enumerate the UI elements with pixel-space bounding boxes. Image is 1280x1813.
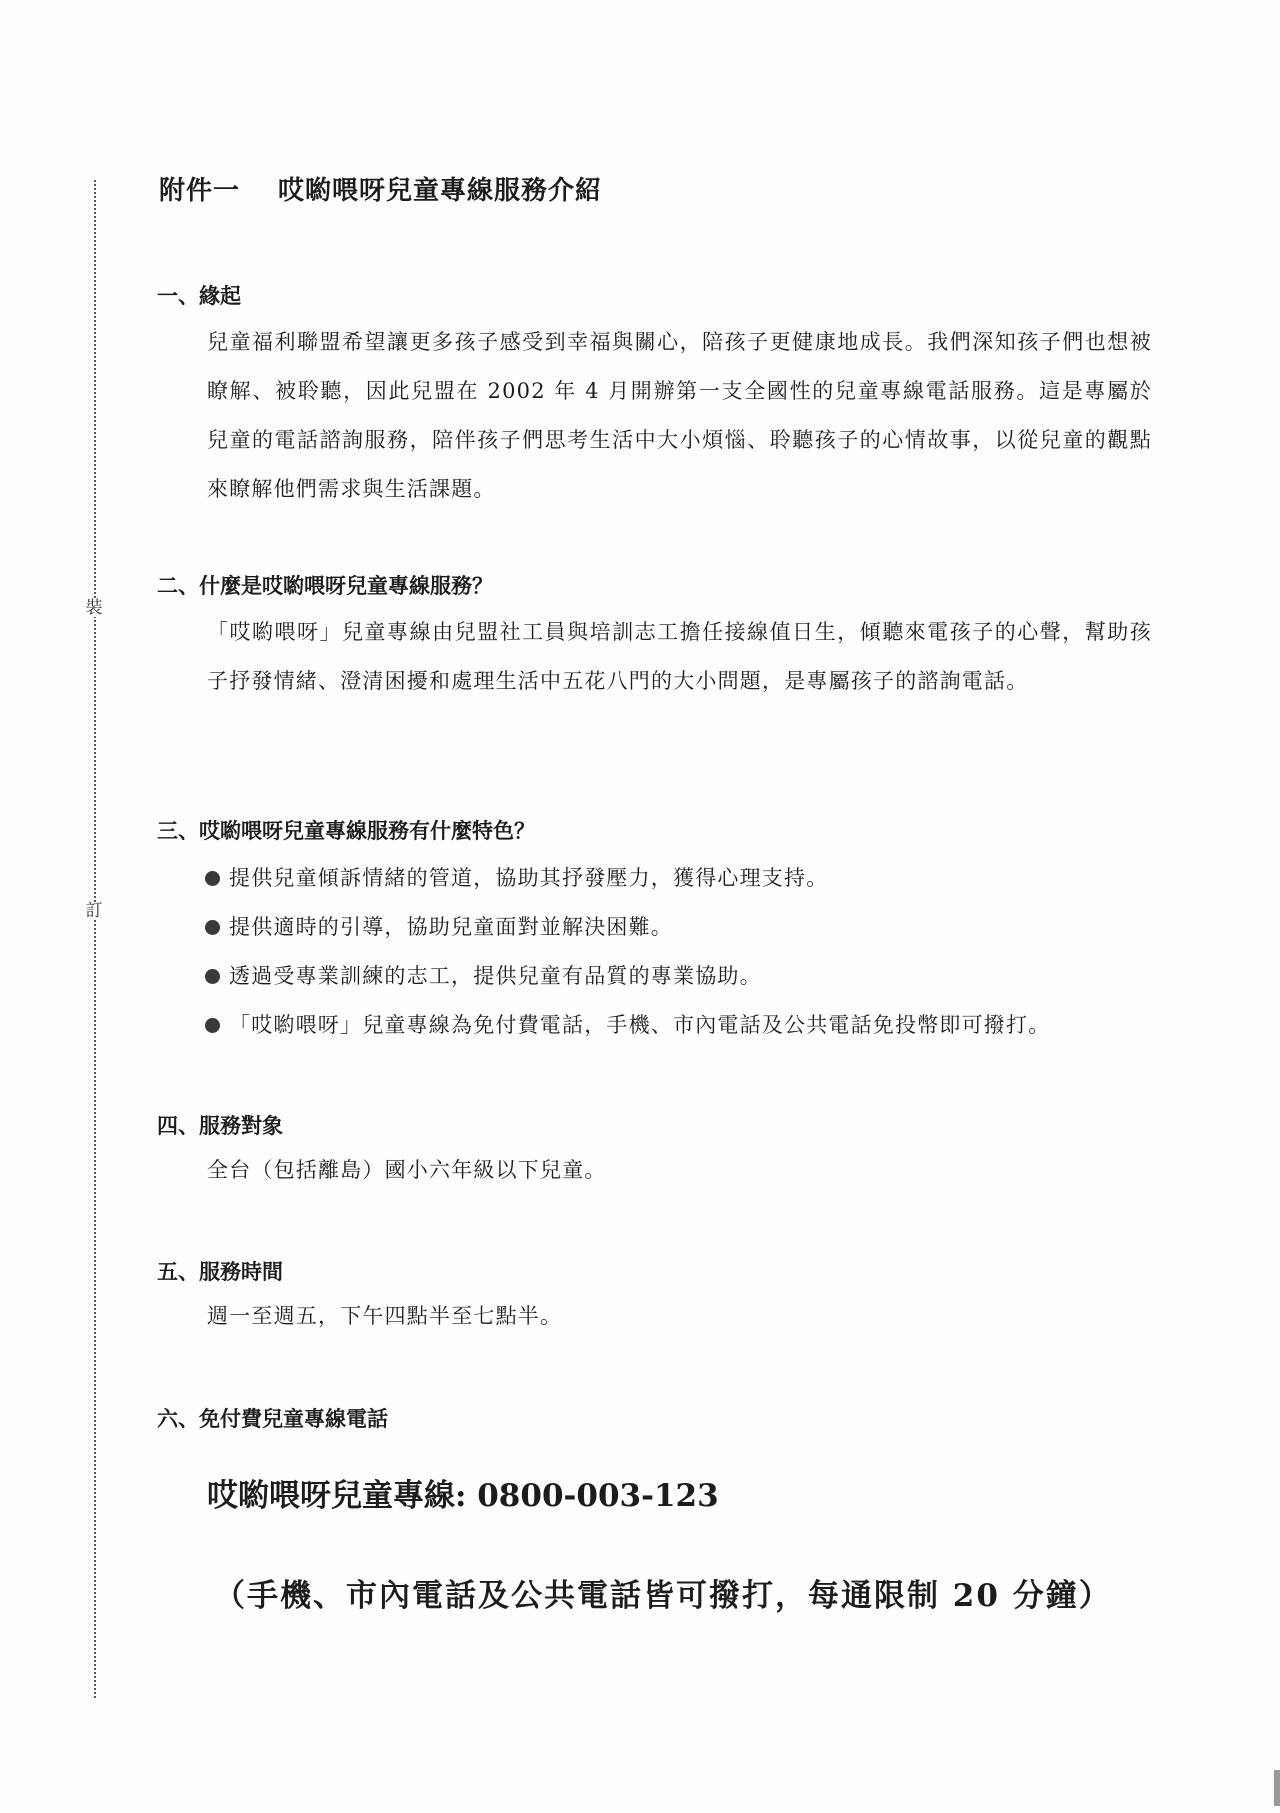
section-body-origin: 兒童福利聯盟希望讓更多孩子感受到幸福與關心，陪孩子更健康地成長。我們深知孩子們也想被瞭解、被聆聽，因此兒盟在 2002 年 4 月開辦第一支全國性的兒童專線電話服務。這是專屬於兒童的電話諮詢服務，陪伴孩子們思考生活中大小煩惱、聆聽孩子的心情故事，以從兒童的觀點來瞭解他們需求與生活課題。	[207, 330, 1152, 501]
binding-mark-bind: 裝	[82, 600, 106, 617]
section-body-what-is: 「哎喲喂呀」兒童專線由兒盟社工員與培訓志工擔任接線值日生，傾聽來電孩子的心聲，幫助孩子抒發情緒、澄清困擾和處理生活中五花八門的大小問題，是專屬孩子的諮詢電話。	[207, 620, 1152, 693]
title-text: 哎喲喂呀兒童專線服務介紹	[278, 176, 603, 206]
bullet-dot-icon	[205, 969, 220, 984]
binding-margin-line	[94, 180, 96, 1698]
section-heading-what-is: 二、什麼是哎喲喂呀兒童專線服務？	[157, 573, 493, 598]
list-item-text: 提供適時的引導，協助兒童面對並解決困難。	[229, 915, 673, 939]
bullet-dot-icon	[205, 871, 220, 886]
list-item-text: 透過受專業訓練的志工，提供兒童有品質的專業協助。	[229, 964, 762, 988]
feature-list	[205, 854, 1050, 1050]
list-item	[205, 903, 1050, 952]
list-item	[205, 952, 1050, 1001]
list-item	[205, 1001, 1050, 1050]
hotline-number: 哎喲喂呀兒童專線: 0800-003-123	[207, 1478, 719, 1514]
bullet-dot-icon	[205, 1018, 220, 1033]
section-body-audience: 全台（包括離島）國小六年級以下兒童。	[207, 1158, 607, 1182]
section-heading-hours: 五、服務時間	[157, 1259, 283, 1284]
section-heading-origin: 一、緣起	[157, 283, 241, 308]
section-heading-hotline: 六、免付費兒童專線電話	[157, 1406, 388, 1431]
hotline-note: （手機、市內電話及公共電話皆可撥打，每通限制 20 分鐘）	[214, 1578, 1112, 1614]
attachment-label: 附件一	[159, 176, 241, 206]
list-item	[205, 854, 1050, 903]
document-title	[159, 170, 602, 207]
binding-mark-staple: 訂	[82, 903, 106, 920]
scan-edge-mark	[1274, 1770, 1280, 1806]
section-heading-features: 三、哎喲喂呀兒童專線服務有什麼特色？	[157, 818, 535, 843]
section-heading-audience: 四、服務對象	[157, 1113, 283, 1138]
list-item-text: 「哎喲喂呀」兒童專線為免付費電話，手機、市內電話及公共電話免投幣即可撥打。	[229, 1013, 1051, 1037]
bullet-dot-icon	[205, 920, 220, 935]
list-item-text: 提供兒童傾訴情緒的管道，協助其抒發壓力，獲得心理支持。	[229, 866, 829, 890]
section-body-hours: 週一至週五，下午四點半至七點半。	[207, 1304, 563, 1328]
